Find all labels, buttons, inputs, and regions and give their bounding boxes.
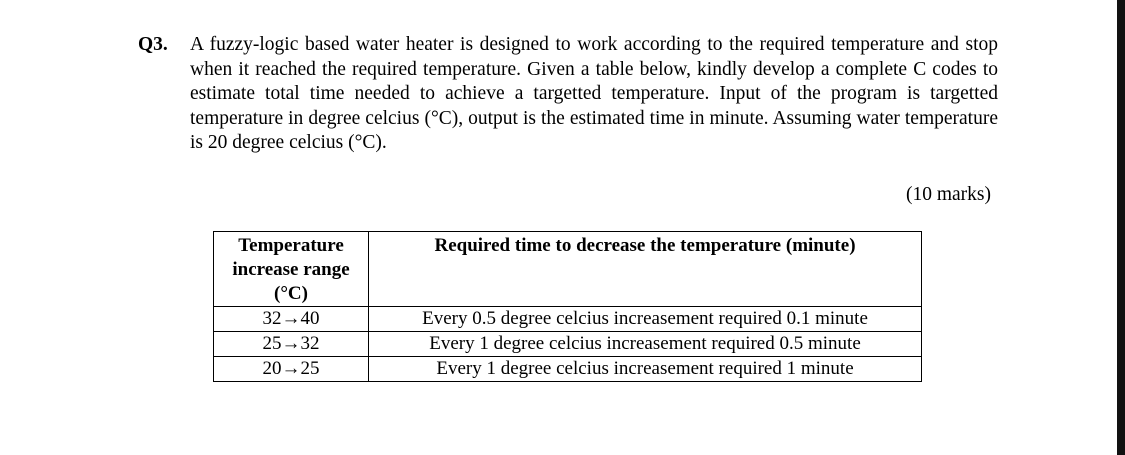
question-block (138, 33, 998, 156)
table-row (214, 357, 922, 382)
table-row (214, 332, 922, 357)
range-cell: 32→40 (214, 307, 369, 332)
range-cell: 25→32 (214, 332, 369, 357)
table-header-row (214, 232, 922, 307)
header-required-time: Required time to decrease the temperature (minute) (369, 232, 922, 307)
time-rule-cell: Every 1 degree celcius increasement required 1 minute (369, 357, 922, 382)
temperature-time-table (213, 231, 922, 382)
marks-label: (10 marks) (905, 184, 991, 205)
time-rule-cell: Every 1 degree celcius increasement required 0.5 minute (369, 332, 922, 357)
header-temperature-range: Temperature increase range (°C) (214, 232, 369, 307)
table-row (214, 307, 922, 332)
question-text: A fuzzy-logic based water heater is designed to work according to the required temperature and stop when it reached the required temperature. Given a table below, kindly develop a complete C codes to estimate total time needed to achieve a targetted temperature. Input of the program is targetted temperature in degree celcius (°C), output is the estimated time in minute. Assuming water temperature is 20 degree celcius (°C). (190, 34, 998, 153)
range-cell: 20→25 (214, 357, 369, 382)
time-rule-cell: Every 0.5 degree celcius increasement required 0.1 minute (369, 307, 922, 332)
question-number: Q3. (138, 34, 168, 55)
